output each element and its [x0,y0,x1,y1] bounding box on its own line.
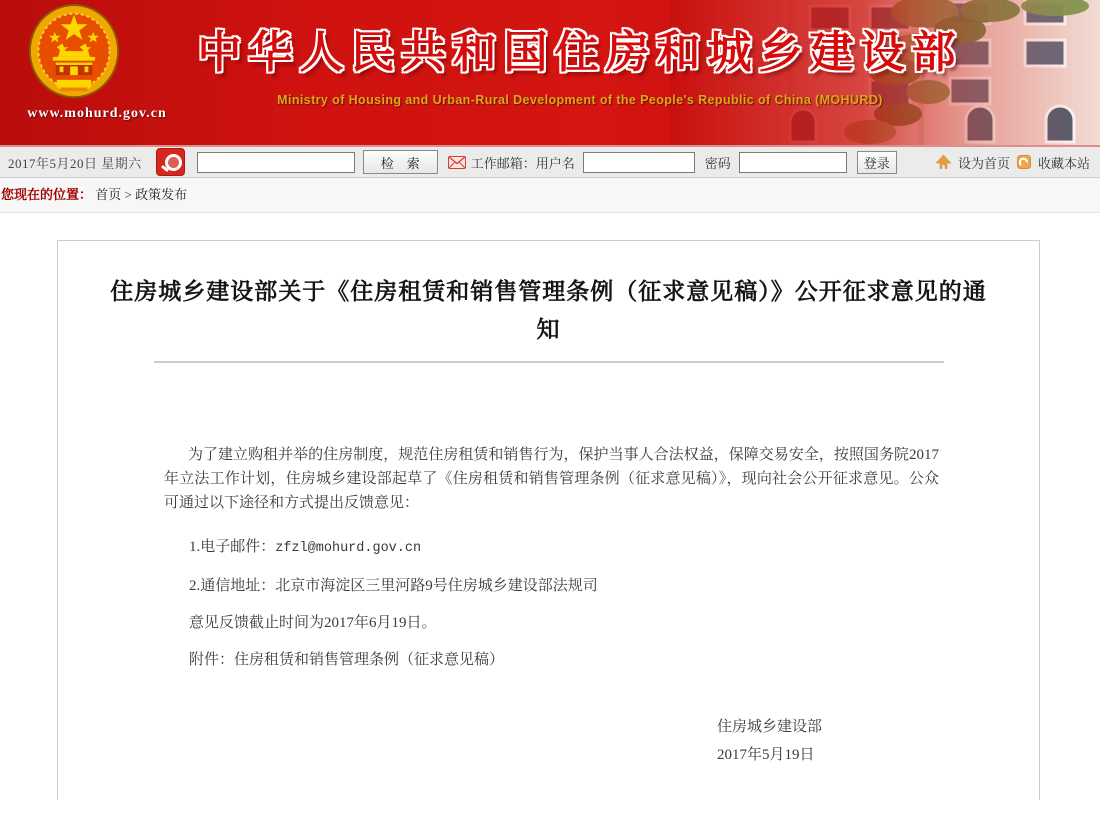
site-title: 中华人民共和国住房和城乡建设部 [197,28,963,77]
signature-date: 2017年5月19日 [717,747,815,763]
toolbar [0,145,1100,178]
site-header [0,0,1100,145]
bookmark-site-link[interactable]: 收藏本站 [1037,155,1090,171]
mail-account-label: 工作邮箱：用户名 [470,155,575,171]
breadcrumb-label: 您现在的位置： [1,187,93,202]
site-subtitle-en: Ministry of Housing and Urban-Rural Development of the People's Republic of China (MOHURD) [277,93,883,107]
email-label: 1.电子邮件： [189,539,276,555]
title-divider [154,361,944,363]
login-button[interactable]: 登录 [857,151,897,174]
breadcrumb-section-link[interactable]: 政策发布 [135,187,188,202]
document-title: 住房城乡建设部关于《住房租赁和销售管理条例（征求意见稿）》公开征求意见的通知 [110,279,987,342]
signature-org: 住房城乡建设部 [717,719,823,735]
username-input[interactable] [583,152,695,173]
document-body [164,443,939,767]
attachment-link[interactable]: 附件：住房租赁和销售管理条例（征求意见稿） [189,652,505,668]
feedback-address-line: 2.通信地址：北京市海淀区三里河路9号住房城乡建设部法规司 [189,578,598,594]
mail-icon [448,156,466,169]
bookmark-icon [1017,155,1031,169]
password-label: 密码 [704,155,731,171]
search-input[interactable] [197,152,355,173]
document-box [57,240,1040,800]
national-emblem [26,3,126,103]
deadline-line: 意见反馈截止时间为2017年6月19日。 [189,615,437,631]
search-icon [156,148,185,176]
password-input[interactable] [739,152,847,173]
email-address: zfzl@mohurd.gov.cn [275,541,422,556]
breadcrumb-home-link[interactable]: 首页 [95,187,122,202]
site-url: www.mohurd.gov.cn [27,106,167,121]
breadcrumb-separator: > [124,187,132,202]
home-icon [936,155,951,169]
breadcrumb [0,178,1100,213]
main-content [0,213,1100,800]
intro-paragraph: 为了建立购租并举的住房制度，规范住房租赁和销售行为，保护当事人合法权益，保障交易安全，按照国务院2017年立法工作计划，住房城乡建设部起草了《住房租赁和销售管理条例（征求意见稿）》，现向社会公开征求意见。公众可通过以下途径和方式提出反馈意见： [164,447,939,511]
set-homepage-link[interactable]: 设为首页 [957,155,1010,171]
date-text: 2017年5月20日 星期六 [8,155,142,171]
feedback-email-line [164,535,939,561]
search-button[interactable]: 检 索 [363,150,438,174]
